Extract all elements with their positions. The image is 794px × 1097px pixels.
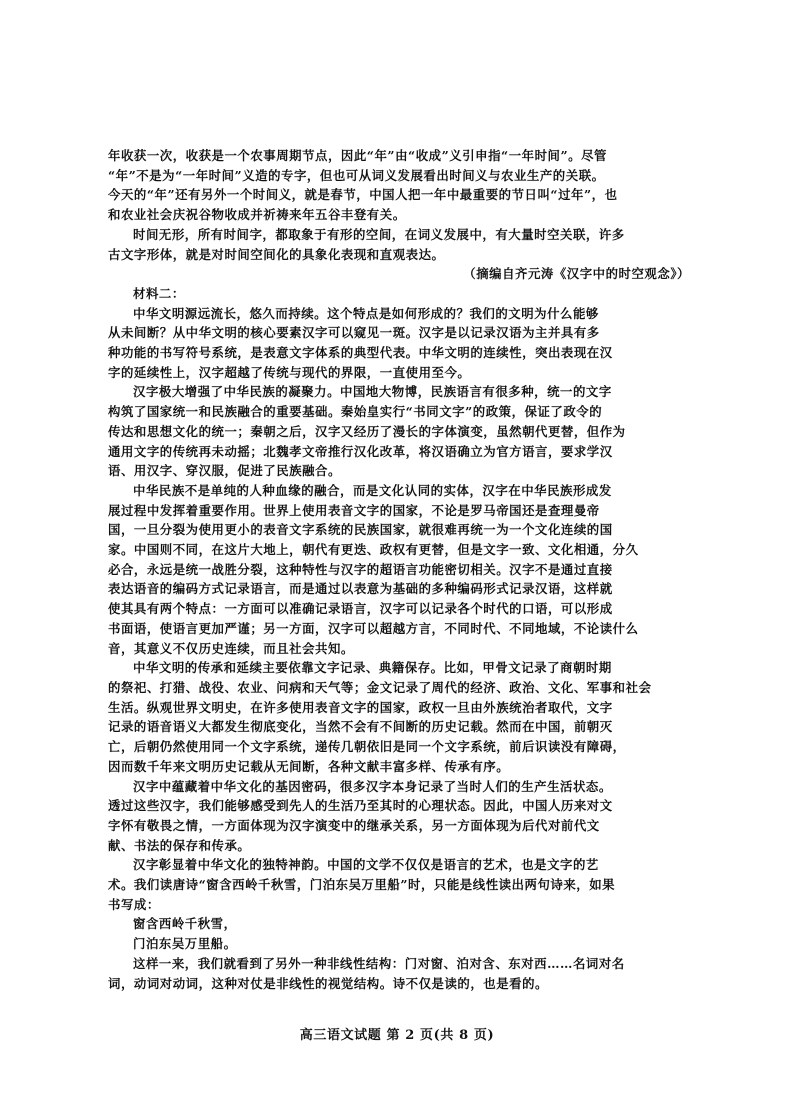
paragraph-5 [108, 481, 690, 658]
text-line: 书面语，使语言更加严谨；另一方面，汉字可以超越方言，不同时代、不同地域，不论读什么 [108, 620, 639, 636]
text-line: 这样一来，我们就看到了另外一种非线性结构：门对窗、泊对含、东对西……名词对名 [133, 955, 625, 971]
text-line: 的祭祀、打猎、战役、农业、问病和天气等；金文记录了周代的经济、政治、文化、军事和社会 [108, 679, 652, 695]
paragraph-7 [108, 777, 690, 856]
text-line: 和农业社会庆祝谷物收成并祈祷来年五谷丰登有关。 [108, 207, 406, 223]
text-line: 家。中国则不同，在这片大地上，朝代有更迭、政权有更替，但是文字一致、文化相通，分久 [108, 542, 639, 558]
text-line: 献、书法的保存和传承。 [108, 837, 251, 853]
source-citation: （摘编自齐元涛《汉字中的时空观念》） [463, 266, 690, 282]
text-line: 音，其意义不仅历史连续，而且社会共知。 [108, 640, 354, 656]
text-line: 今天的“年”还有另外一个时间义，就是春节，中国人把一年中最重要的节日叫“过年”，也 [108, 187, 618, 203]
text-line: 亡，后朝仍然使用同一个文字系统，递传几朝依旧是同一个文字系统，前后识读没有障碍， [108, 739, 626, 755]
paragraph-4 [108, 382, 690, 481]
text-line: 语、用汉字、穿汉服，促进了民族融合。 [108, 463, 341, 479]
paragraph-1 [108, 146, 690, 225]
text-line: 生活。纵观世界文明史，在许多使用表音文字的国家，政权一旦由外族统治者取代，文字 [108, 699, 613, 715]
text-line: 中华文明的传承和延续主要依靠文字记录、典籍保存。比如，甲骨文记录了商朝时期 [133, 660, 612, 676]
text-line: 表达语音的编码方式记录语言，而是通过以表意为基础的多种编码形式记录汉语，这样就 [108, 581, 613, 597]
text-line: 因而数千年来文明历史记载从无间断，各种文献丰富多样、传承有序。 [108, 758, 510, 774]
page-footer: 高三语文试题 第 2 页(共 8 页) [299, 1028, 495, 1043]
text-line: 使其具有两个特点：一方面可以准确记录语言，汉字可以记录各个时代的口语，可以形成 [108, 601, 613, 617]
text-line: 记录的语音语义大都发生彻底变化，当然不会有不间断的历史记载。然而在中国，前朝灭 [108, 719, 613, 735]
text-line: 构筑了国家统一和民族融合的重要基础。秦始皇实行“书同文字”的政策，保证了政令的 [108, 404, 603, 420]
text-line: “年”不是为“一年时间”义造的专字，但也可从词义发展看出时间义与农业生产的关联。 [108, 167, 605, 183]
text-line: 词，动词对动词，这种对仗是非线性的视觉结构。诗不仅是读的，也是看的。 [108, 975, 548, 991]
text-line: 古文字形体，就是对时间空间化的具象化表现和直观表达。 [108, 246, 445, 262]
text-line: 中华文明源远流长，悠久而持续。这个特点是如何形成的？我们的文明为什么能够 [133, 305, 599, 321]
text-line: 汉字彰显着中华文化的独特神韵。中国的文学不仅仅是语言的艺术，也是文字的艺 [133, 857, 599, 873]
poem-line: 门泊东吴万里船。 [133, 936, 237, 952]
poem-line: 窗含西岭千秋雪， [133, 916, 237, 932]
paragraph-8 [108, 855, 690, 914]
paragraph-6 [108, 658, 690, 776]
text-line: 通用文字的传统再未动摇；北魏孝文帝推行汉化改革，将汉语确立为官方语言，要求学汉 [108, 443, 613, 459]
text-line: 中华民族不是单纯的人种血缘的融合，而是文化认同的实体，汉字在中华民族形成发 [133, 482, 612, 498]
text-line: 展过程中发挥着重要作用。世界上使用表音文字的国家，不论是罗马帝国还是查理曼帝 [108, 502, 600, 518]
material-2-heading: 材料二： [133, 285, 185, 301]
text-line: 字怀有敬畏之情，一方面体现为汉字演变中的继承关系，另一方面体现为后代对前代文 [108, 817, 600, 833]
text-line: 字的延续性上，汉字超越了传统与现代的界限，一直使用至今。 [108, 364, 471, 380]
text-line: 汉字中蕴藏着中华文化的基因密码，很多汉字本身记录了当时人们的生产生活状态。 [133, 778, 612, 794]
text-line: 汉字极大增强了中华民族的凝聚力。中国地大物博，民族语言有很多种，统一的文字 [133, 384, 612, 400]
paragraph-2 [108, 225, 690, 264]
text-line: 术。我们读唐诗“窗含西岭千秋雪，门泊东吴万里船”时，只能是线性读出两句诗来，如果 [108, 877, 616, 893]
text-line: 种功能的书写符号系统，是表意文字体系的典型代表。中华文明的连续性，突出表现在汉 [108, 345, 613, 361]
text-line: 时间无形，所有时间字，都取象于有形的空间，在词义发展中，有大量时空关联，许多 [133, 226, 625, 242]
text-line: 书写成： [108, 896, 160, 912]
text-line: 年收获一次，收获是一个农事周期节点，因此“年”由“收成”义引申指“一年时间”。尽管 [108, 148, 607, 163]
text-line: 传达和思想文化的统一；秦朝之后，汉字又经历了漫长的字体演变，虽然朝代更替，但作为 [108, 423, 626, 439]
text-line: 国，一旦分裂为使用更小的表音文字系统的民族国家，就很难再统一为一个文化连续的国 [108, 522, 613, 538]
poem [108, 914, 690, 953]
paragraph-9 [108, 954, 690, 993]
page-body [108, 146, 690, 993]
text-line: 透过这些汉字，我们能够感受到先人的生活乃至其时的心理状态。因此，中国人历来对文 [108, 798, 613, 814]
text-line: 必合，永远是统一战胜分裂，这种特性与汉字的超语言功能密切相关。汉字不是通过直接 [108, 561, 613, 577]
text-line: 从未间断？从中华文明的核心要素汉字可以窥见一斑。汉字是以记录汉语为主并具有多 [108, 325, 600, 341]
paragraph-3 [108, 304, 690, 383]
